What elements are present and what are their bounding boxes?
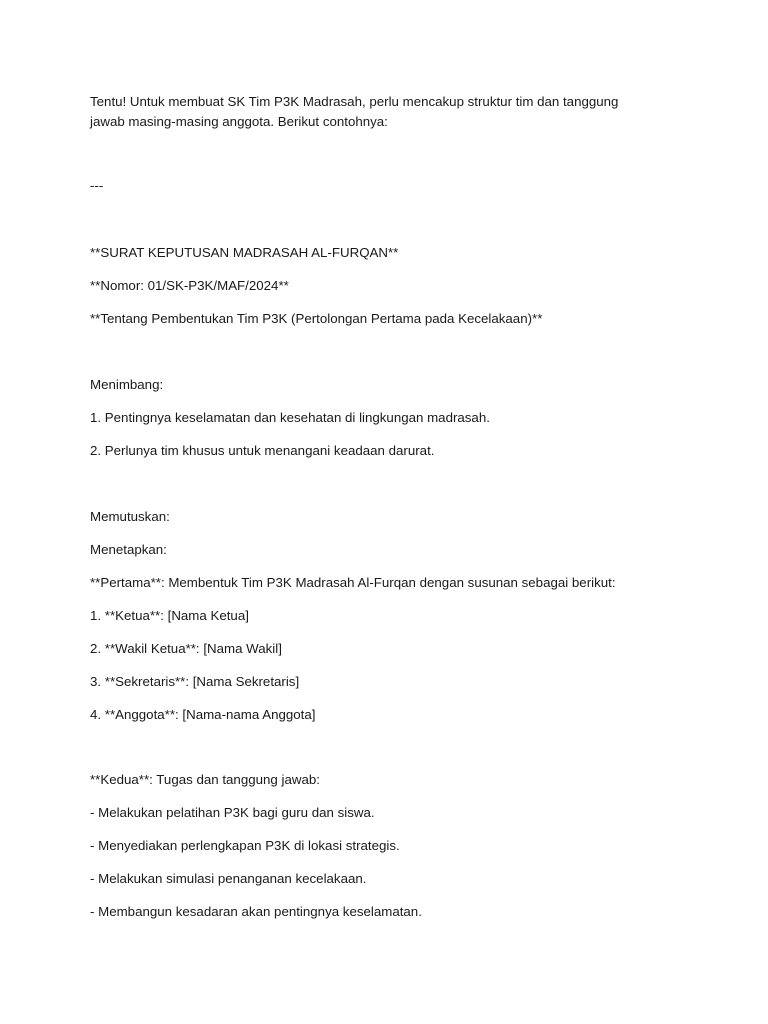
menimbang-item: 2. Perlunya tim khusus untuk menangani keadaan darurat. <box>90 443 435 458</box>
menetapkan-label: Menetapkan: <box>90 542 167 557</box>
memutuskan-label: Memutuskan: <box>90 509 170 524</box>
member-item: 3. **Sekretaris**: [Nama Sekretaris] <box>90 674 300 689</box>
duty-item: - Membangun kesadaran akan pentingnya keselamatan. <box>90 904 422 919</box>
menimbang-label: Menimbang: <box>90 377 164 392</box>
duty-item: - Melakukan simulasi penanganan kecelakaan. <box>90 871 367 886</box>
kedua-paragraph: **Kedua**: Tugas dan tanggung jawab: <box>90 772 320 787</box>
duty-item: - Melakukan pelatihan P3K bagi guru dan siswa. <box>90 805 375 820</box>
duty-item: - Menyediakan perlengkapan P3K di lokasi strategis. <box>90 838 400 853</box>
decree-subject: **Tentang Pembentukan Tim P3K (Pertolongan Pertama pada Kecelakaan)** <box>90 311 543 326</box>
member-item: 2. **Wakil Ketua**: [Nama Wakil] <box>90 641 282 656</box>
menimbang-item: 1. Pentingnya keselamatan dan kesehatan di lingkungan madrasah. <box>90 410 490 425</box>
pertama-paragraph: **Pertama**: Membentuk Tim P3K Madrasah Al-Furqan dengan susunan sebagai berikut: <box>90 575 616 590</box>
member-item: 4. **Anggota**: [Nama-nama Anggota] <box>90 707 316 722</box>
separator: --- <box>90 178 104 193</box>
member-item: 1. **Ketua**: [Nama Ketua] <box>90 608 249 623</box>
intro-paragraph: Tentu! Untuk membuat SK Tim P3K Madrasah, perlu mencakup struktur tim dan tanggung jawab masing-masing anggota. Berikut contohnya: <box>90 94 619 129</box>
decree-title: **SURAT KEPUTUSAN MADRASAH AL-FURQAN** <box>90 245 399 260</box>
decree-number: **Nomor: 01/SK-P3K/MAF/2024** <box>90 278 289 293</box>
